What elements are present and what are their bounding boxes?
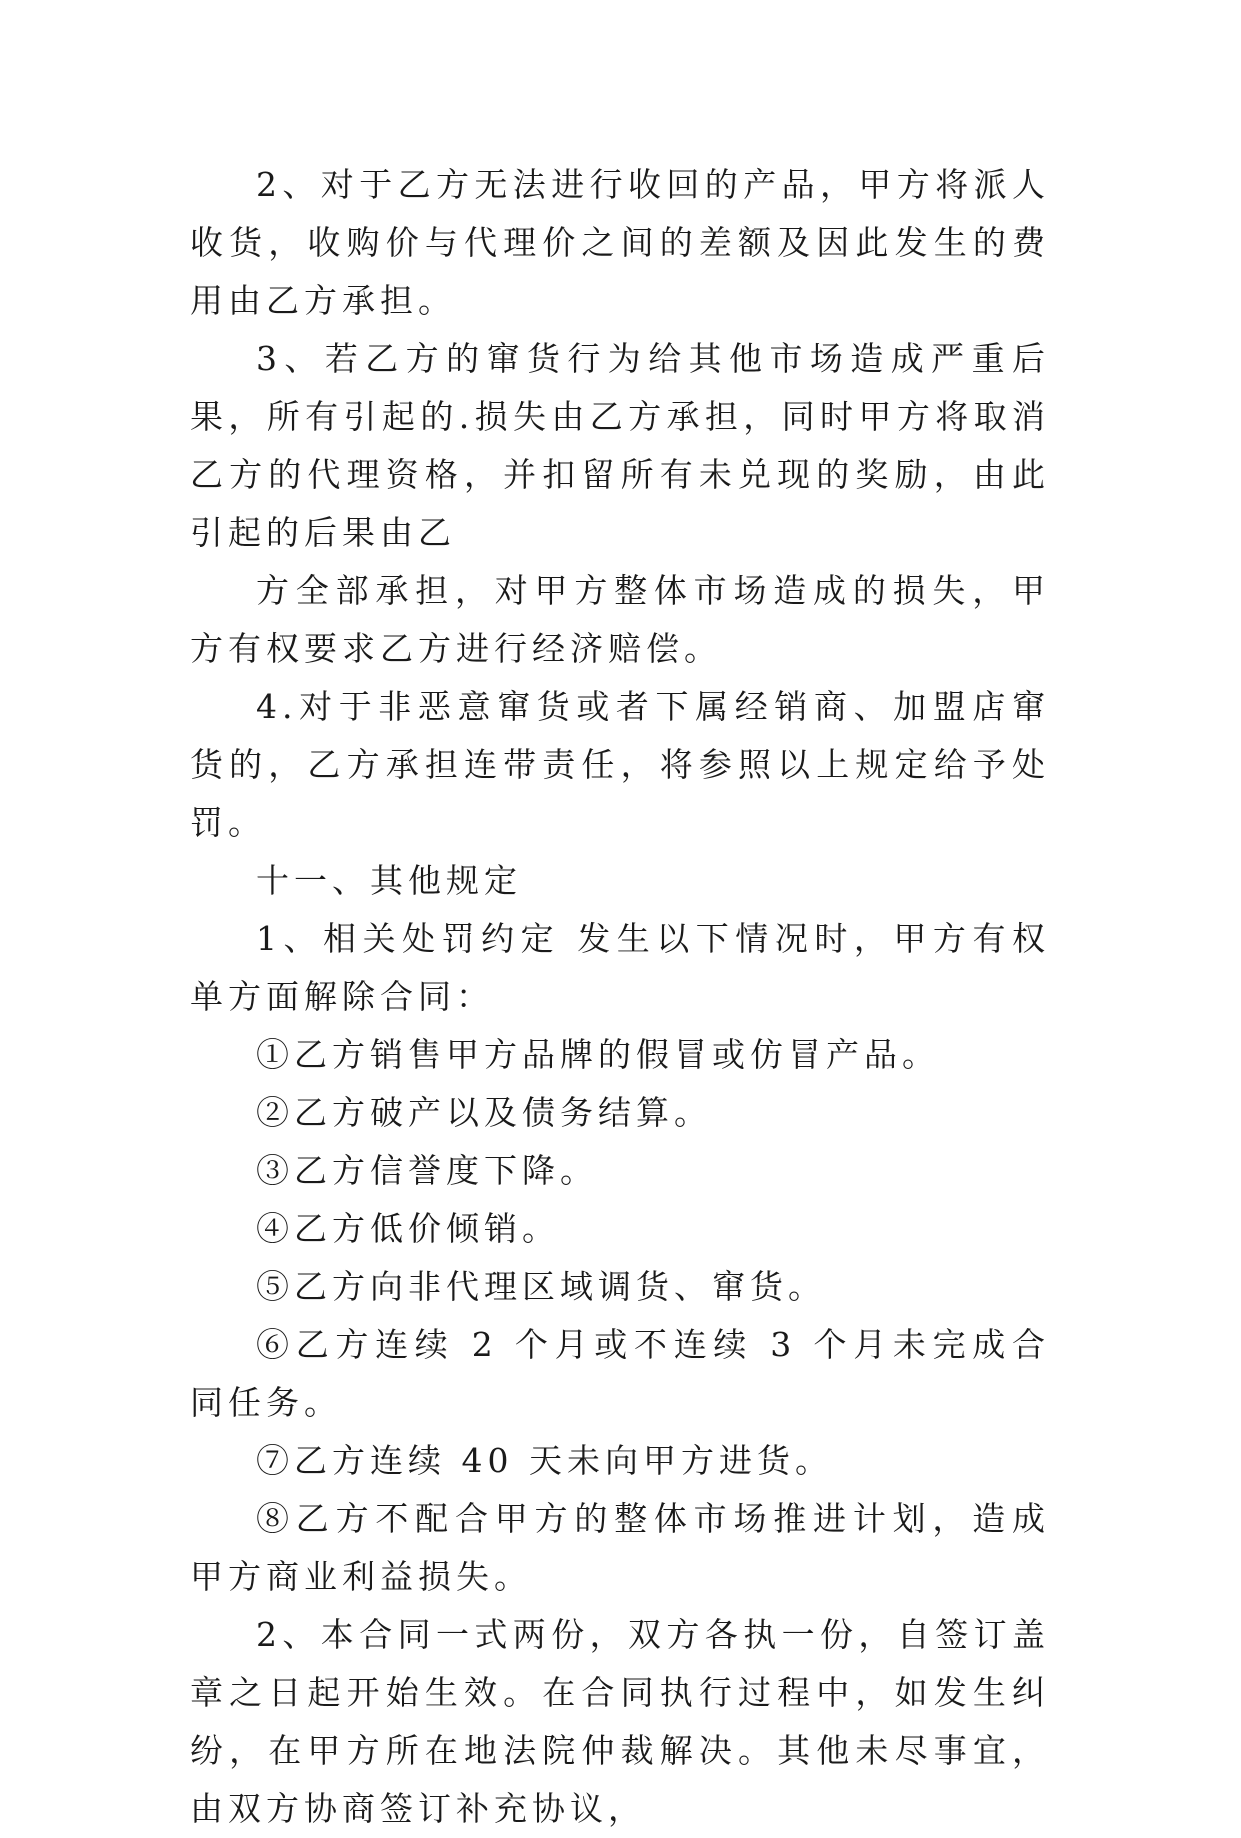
- paragraph: 方全部承担，对甲方整体市场造成的损失，甲方有权要求乙方进行经济赔偿。: [190, 571, 1050, 668]
- paragraph: 3、若乙方的窜货行为给其他市场造成严重后果，所有引起的.损失由乙方承担，同时甲方将取消乙方的代理资格，并扣留所有未兑现的奖励，由此引起的后果由乙: [190, 339, 1050, 552]
- list-item: ⑥乙方连续 2 个月或不连续 3 个月未完成合同任务。: [190, 1325, 1050, 1422]
- paragraph: 2、对于乙方无法进行收回的产品，甲方将派人收货，收购价与代理价之间的差额及因此发生的费用由乙方承担。: [190, 165, 1050, 320]
- paragraph: 4.对于非恶意窜货或者下属经销商、加盟店窜货的，乙方承担连带责任，将参照以上规定给予处罚。: [190, 687, 1050, 842]
- list-item: ④乙方低价倾销。: [256, 1209, 560, 1248]
- list-item: ①乙方销售甲方品牌的假冒或仿冒产品。: [256, 1035, 940, 1074]
- paragraph: 1、相关处罚约定 发生以下情况时，甲方有权单方面解除合同：: [190, 919, 1050, 1016]
- document-body: [190, 156, 1050, 1838]
- list-item: ⑧乙方不配合甲方的整体市场推进计划，造成甲方商业利益损失。: [190, 1499, 1050, 1596]
- section-heading: 十一、其他规定: [256, 861, 522, 900]
- list-item: ⑤乙方向非代理区域调货、窜货。: [256, 1267, 826, 1306]
- list-item: ②乙方破产以及债务结算。: [256, 1093, 712, 1132]
- paragraph: 2、本合同一式两份，双方各执一份，自签订盖章之日起开始生效。在合同执行过程中，如发生纠纷，在甲方所在地法院仲裁解决。其他未尽事宜，由双方协商签订补充协议，: [190, 1615, 1050, 1828]
- list-item: ③乙方信誉度下降。: [256, 1151, 598, 1190]
- list-item: ⑦乙方连续 40 天未向甲方进货。: [256, 1441, 833, 1480]
